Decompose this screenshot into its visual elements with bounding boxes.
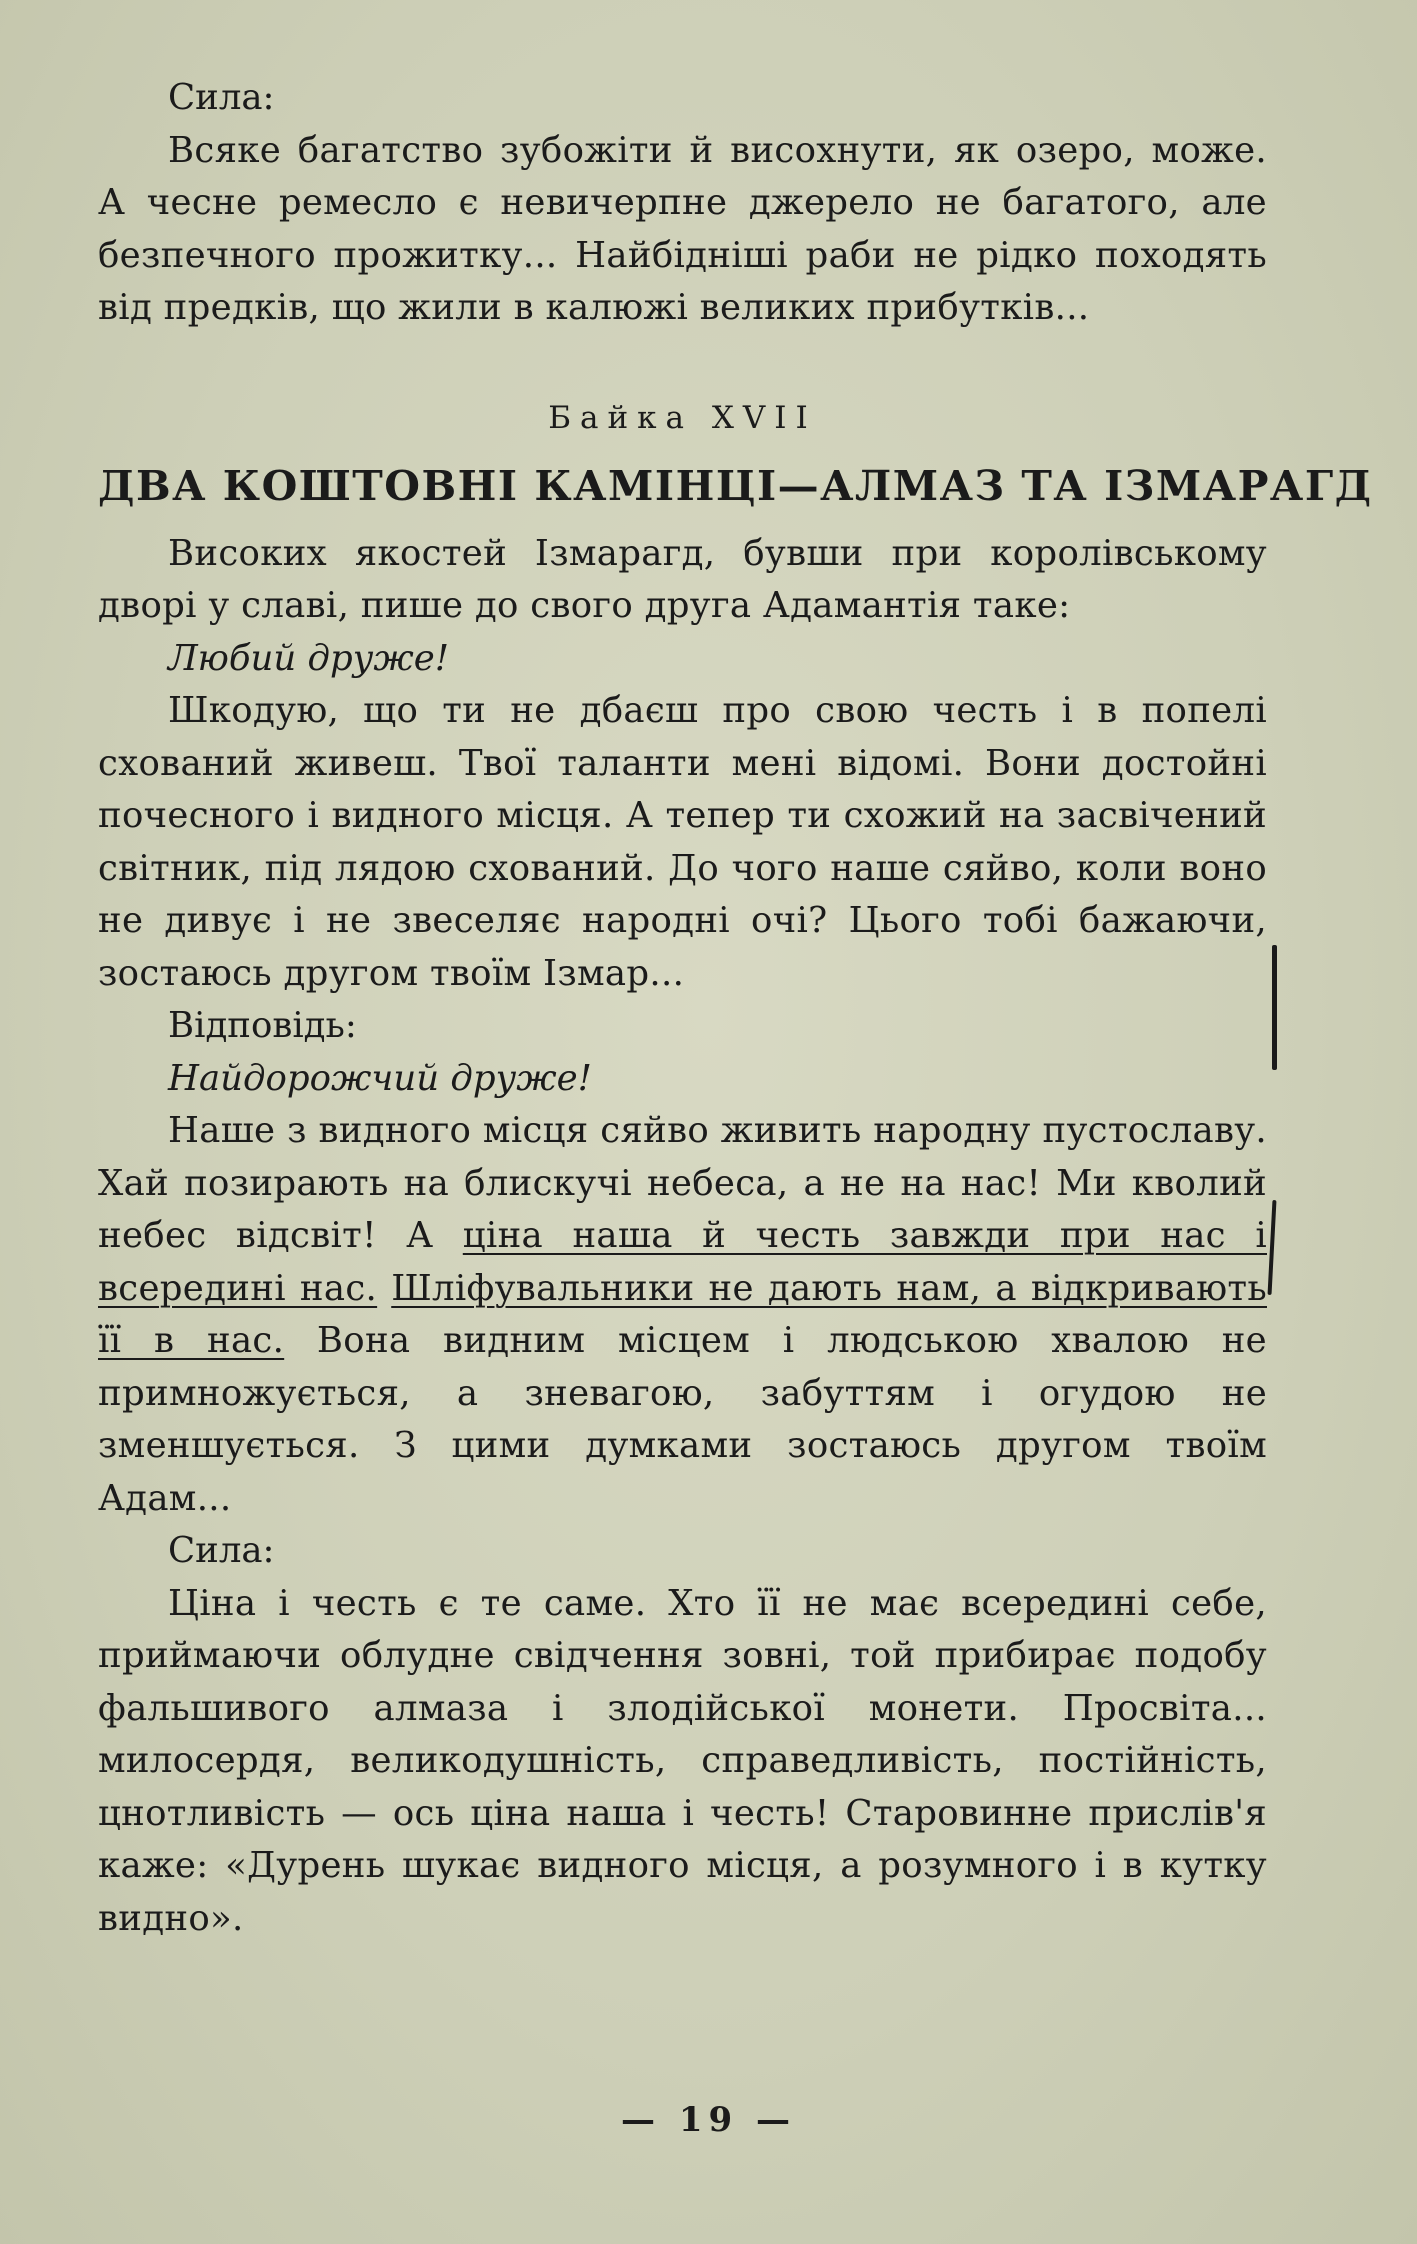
letter2-body [98,1105,1267,1525]
fable-title: ДВА КОШТОВНІ КАМІНЦІ—АЛМАЗ ТА ІЗМАРАГД [98,461,1373,510]
intro-moral-text: Всяке багатство зубожіти й висохнути, як озеро, може. А чесне ремесло є невичерпне джерело не багатого, але безпечного прожитку... Найбідніші раби не рідко походять від предків, що жили в калюжі великих прибутків... [98,129,1267,328]
letter2-body-mid [377,1268,391,1309]
letter2-underlined-phrase-1: ціна наша й честь завжди при нас і всередині нас. [98,1215,1267,1309]
reply-label: Відповідь: [168,1005,357,1046]
letter2-body-start: Наше з видного місця сяйво живить народну пустославу. Хай позирають на блискучі небеса, а не на нас! Ми кволий небес відсвіт! А [98,1110,1267,1256]
page-number: — 19 — [621,2100,796,2140]
letter2-greeting: Найдорожчий друже! [168,1057,592,1099]
letter1-body: Шкодую, що ти не дбаєш про свою честь і в попелі схований живеш. Твої таланти мені відомі. Вони достойні почесного і видного місця. А тепер ти схожий на засвічений світник, під лядою схований. До чого наше сяйво, коли воно не дивує і не звеселяє народні очі? Цього тобі бажаючи, зостаюсь другом твоїм Ізмар... [98,690,1267,994]
fable-number: Байка XVII [548,399,817,436]
fable-intro-paragraph: Високих якостей Ізмарагд, бувши при королівському дворі у славі, пише до свого друга Адамантія таке: [98,532,1267,626]
intro-moral-label: Сила: [168,77,275,118]
letter2-body-end: Вона видним місцем і людською хвалою не примножується, а зневагою, забуттям і огудою не зменшується. З цими думками зостаюсь другом твоїм Адам... [98,1320,1267,1519]
moral-text: Ціна і честь є те саме. Хто її не має всередині себе, приймаючи облудне свідчення зовні, той прибирає подобу фальшивого алмаза і злодійської монети. Просвіта... милосердя, великодушність, справедливість, постійність, цнотливість — ось ціна наша і честь! Старовинне прислів'я каже: «Дурень шукає видного місця, а розумного і в кутку видно». [98,1582,1267,1939]
margin-mark-letter2 [1268,1200,1277,1295]
letter1-greeting: Любий друже! [168,637,450,679]
moral-label: Сила: [168,1530,275,1571]
letter2-underlined-phrase-2: Шліфувальники не дають нам, а відкривають її в нас. [98,1267,1267,1361]
margin-mark-letter1 [1272,945,1277,1070]
